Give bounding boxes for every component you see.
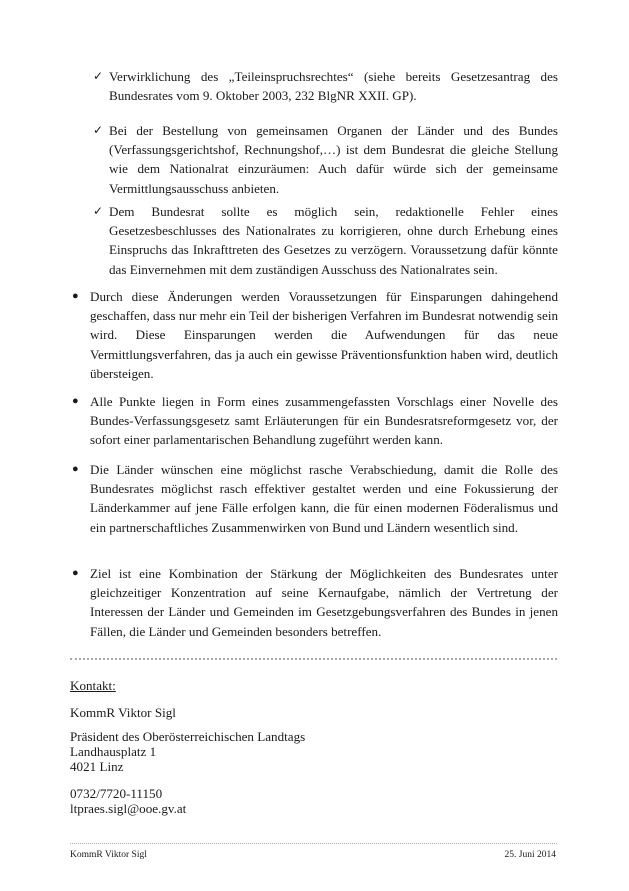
bullet-item: Durch diese Änderungen werden Voraussetzungen für Einsparungen dahingehend geschaffen, dass nur mehr ein Teil der bisherigen Verfahren im Bundesrat notwendig sein wird. Diese Einsparungen werden die Aufwendungen für das neue Vermittlungsverfahren, das ja auch ein gewisse Präventionsfunktion haben wird, deutlich übersteigen. [90, 289, 558, 381]
check-item: Dem Bundesrat sollte es möglich sein, redaktionelle Fehler eines Gesetzesbeschlusses des Nationalrates zu korrigieren, ohne durch Erhebung eines Einspruchs das Inkrafttreten des Gesetzes zu verzögern. Voraussetzung dafür könnte das Einvernehmen mit dem zuständigen Ausschuss des Nationalrates sein. [109, 204, 558, 277]
bullet-icon: ● [72, 395, 79, 407]
checkmark-icon: ✓ [93, 204, 104, 218]
check-item: Bei der Bestellung von gemeinsamen Organen der Länder und des Bundes (Verfassungsgerichtshof, Rechnungshof,…) ist dem Bundesrat die gleiche Stellung wie dem Nationalrat einzuräumen: Auch dafür würde sich der gemeinsame Vermittlungsausschuss anbieten. [109, 123, 558, 196]
contact-street: Landhausplatz 1 [70, 744, 157, 759]
contact-phone: 0732/7720-11150 [70, 786, 163, 801]
footer-author: KommR Viktor Sigl [70, 850, 147, 860]
bullet-icon: ● [72, 290, 79, 302]
contact-heading: Kontakt: [70, 678, 116, 693]
check-item: Verwirklichung des „Teileinspruchsrechtes“ (siehe bereits Gesetzesantrag des Bundesrates vom 9. Oktober 2003, 232 BlgNR XXII. GP). [109, 69, 558, 104]
contact-city: 4021 Linz [70, 759, 124, 774]
bullet-icon: ● [72, 463, 79, 475]
section-divider [70, 658, 557, 660]
contact-email[interactable]: ltpraes.sigl@ooe.gv.at [70, 801, 187, 816]
contact-name: KommR Viktor Sigl [70, 705, 176, 720]
footer-divider [70, 843, 557, 844]
bullet-item: Alle Punkte liegen in Form eines zusammengefassten Vorschlags einer Novelle des Bundes-Verfassungsgesetz samt Erläuterungen für ein Bundesratsreformgesetz vor, der sofort einer parlamentarischen Behandlung zugeführt werden kann. [90, 394, 558, 448]
footer-date: 25. Juni 2014 [504, 850, 556, 860]
checkmark-icon: ✓ [93, 123, 104, 137]
contact-title: Präsident des Oberösterreichischen Landtags [70, 729, 306, 744]
bullet-item: Die Länder wünschen eine möglichst rasche Verabschiedung, damit die Rolle des Bundesrates möglichst rasch effektiver gestaltet werden und eine Fokussierung der Länderkammer auf jene Fälle erfolgen kann, die für einen modernen Föderalismus und ein partnerschaftliches Zusammenwirken von Bund und Ländern wesentlich sind. [90, 462, 558, 535]
bullet-item: Ziel ist eine Kombination der Stärkung der Möglichkeiten des Bundesrates unter gleichzeitiger Konzentration auf seine Kernaufgabe, nämlich der Vertretung der Interessen der Länder und Gemeinden im Gesetzgebungsverfahren des Bundes in jenen Fällen, die Länder und Gemeinden besonders betreffen. [90, 566, 558, 639]
checkmark-icon: ✓ [93, 69, 104, 83]
bullet-icon: ● [72, 567, 79, 579]
